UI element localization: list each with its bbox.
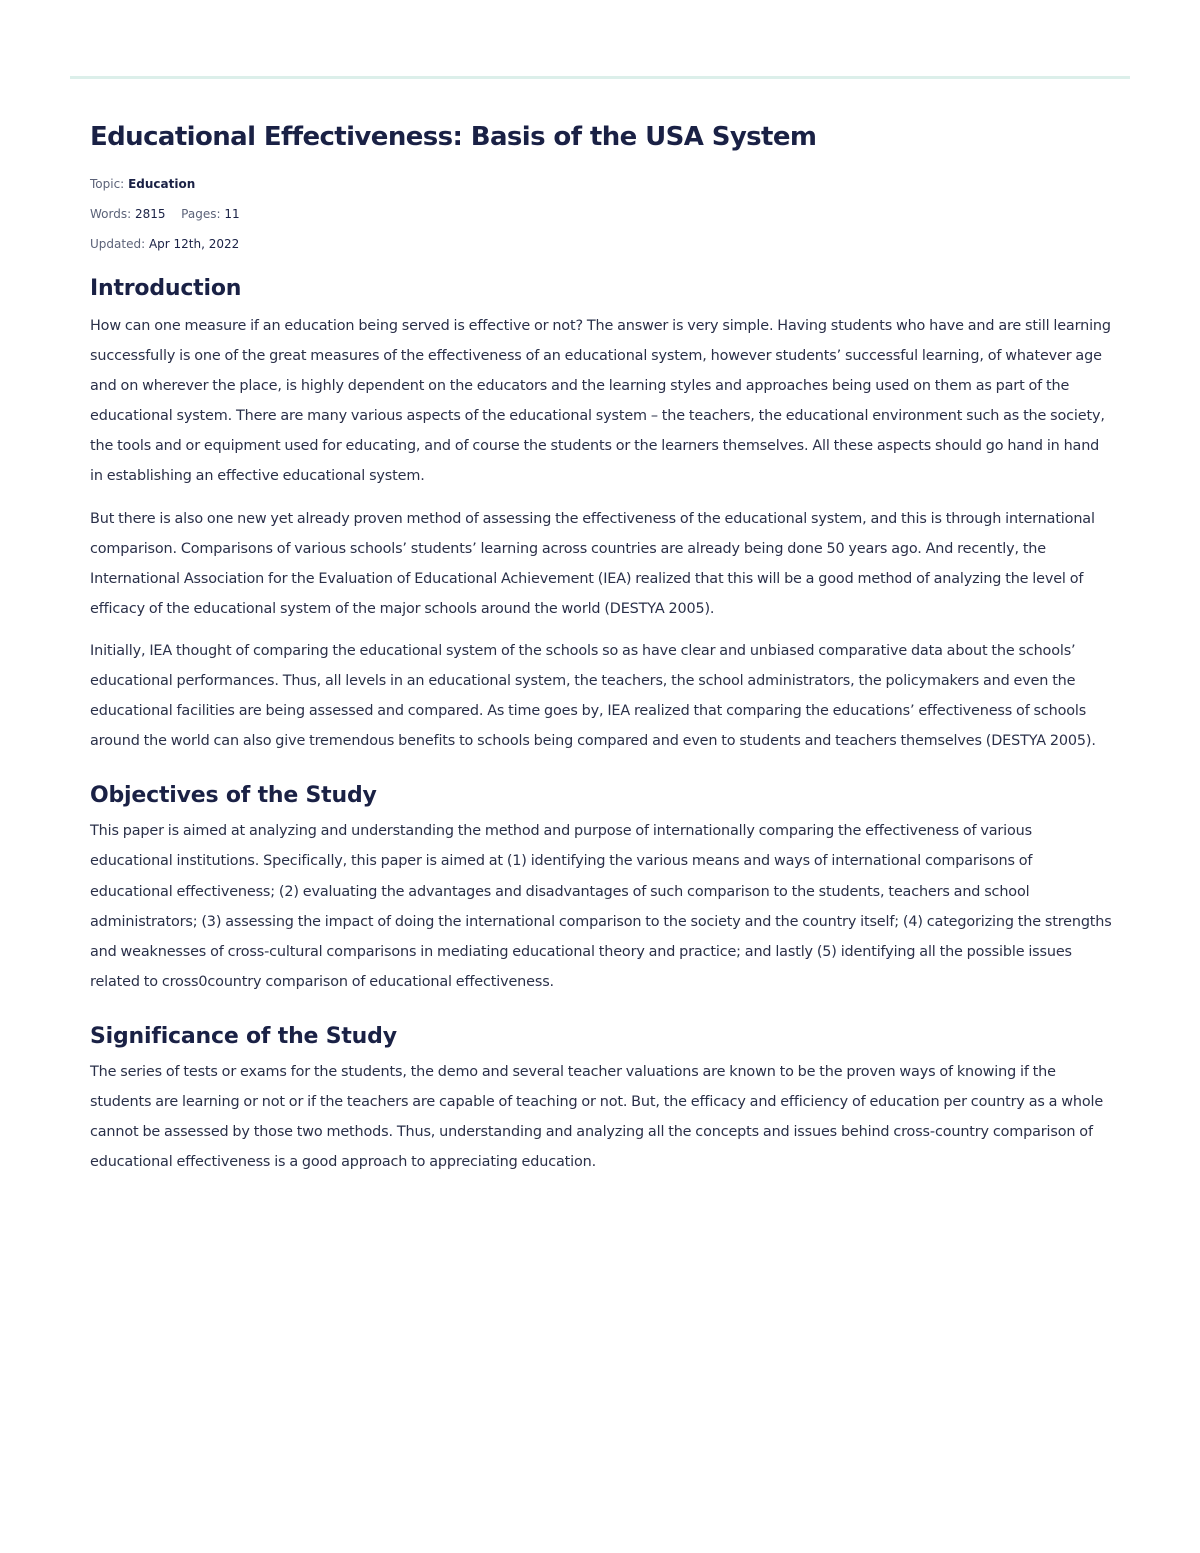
topic-meta: [90, 175, 1114, 193]
section-heading-significance: Significance of the Study: [90, 1023, 397, 1049]
section-heading-objectives: Objectives of the Study: [90, 783, 377, 809]
updated-meta: [90, 235, 1114, 253]
document-body: [90, 118, 1114, 1189]
words-value: 2815: [134, 207, 166, 221]
section-heading-introduction: Introduction: [90, 276, 242, 301]
topic-label: Topic:: [90, 177, 125, 191]
topic-value[interactable]: Education: [128, 177, 196, 191]
introduction-paragraph: But there is also one new yet already proven method of assessing the effectiveness of the educational system, and this is through international comparison. Comparisons of various schools’ students’ learning across countries are already being done 50 years ago. And recently, the International Association for the Evaluation of Educational Achievement (IEA) realized that this will be a good method of analyzing the level of efficacy of the educational system of the major schools around the world (DESTYA 2005).: [90, 510, 1095, 617]
words-label: Words:: [90, 207, 132, 221]
updated-value: Apr 12th, 2022: [148, 237, 240, 251]
page-title: Educational Effectiveness: Basis of the USA System: [90, 122, 817, 152]
objectives-paragraph: This paper is aimed at analyzing and understanding the method and purpose of internationally comparing the effectiveness of various educational institutions. Specifically, this paper is aimed at (1) identifying the various means and ways of international comparisons of educational effectiveness; (2) evaluating the advantages and disadvantages of such comparison to the students, teachers and school administrators; (3) assessing the impact of doing the international comparison to the society and the country itself; (4) categorizing the strengths and weaknesses of cross-cultural comparisons in mediating educational theory and practice; and lastly (5) identifying all the possible issues related to cross0country comparison of educational effectiveness.: [90, 823, 1112, 990]
introduction-paragraph: How can one measure if an education being served is effective or not? The answer is very simple. Having students who have and are still learning successfully is one of the great measures of the effectiveness of an educational system, however students’ successful learning, of whatever age and on wherever the place, is highly dependent on the educators and the learning styles and approaches being used on them as part of the educational system. There are many various aspects of the educational system – the teachers, the educational environment such as the society, the tools and or equipment used for educating, and of course the students or the learners themselves. All these aspects should go hand in hand in establishing an effective educational system.: [90, 318, 1111, 485]
significance-paragraph: The series of tests or exams for the students, the demo and several teacher valuations are known to be the proven ways of knowing if the students are learning or not or if the teachers are capable of teaching or not. But, the efficacy and efficiency of education per country as a whole cannot be assessed by those two methods. Thus, understanding and analyzing all the concepts and issues behind cross-country comparison of educational effectiveness is a good approach to appreciating education.: [90, 1063, 1104, 1171]
pages-value: 11: [224, 207, 240, 221]
top-divider: [70, 76, 1130, 79]
pages-label: Pages:: [181, 207, 221, 221]
introduction-paragraph: Initially, IEA thought of comparing the educational system of the schools so as have clear and unbiased comparative data about the schools’ educational performances. Thus, all levels in an educational system, the teachers, the school administrators, the policymakers and even the educational facilities are being assessed and compared. As time goes by, IEA realized that comparing the educations’ effectiveness of schools around the world can also give tremendous benefits to schools being compared and even to students and teachers themselves (DESTYA 2005).: [90, 642, 1096, 750]
updated-label: Updated:: [90, 237, 146, 251]
length-meta: [90, 205, 1114, 223]
